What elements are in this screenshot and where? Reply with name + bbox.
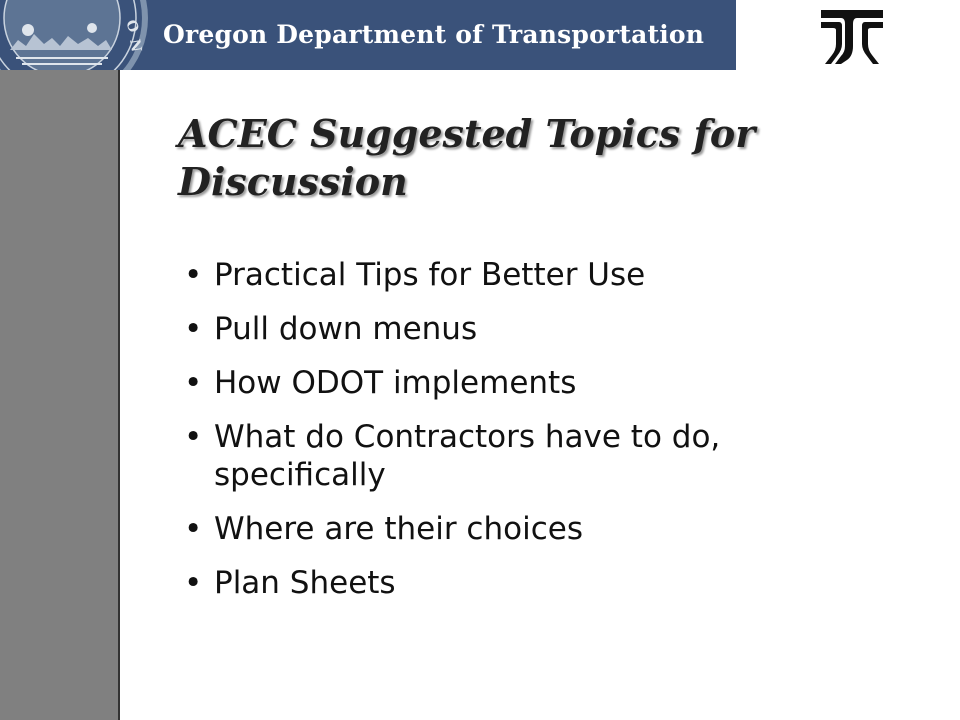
bullet-list (184, 256, 884, 618)
list-item: • Plan Sheets (184, 564, 884, 602)
left-sidebar (0, 70, 120, 720)
oregon-state-seal-icon (0, 0, 150, 70)
list-item: • What do Contractors have to do, specifically (184, 418, 884, 494)
list-item: • How ODOT implements (184, 364, 884, 402)
header-bar (0, 0, 736, 70)
list-item: • Pull down menus (184, 310, 884, 348)
header-title: Oregon Department of Transportation (163, 20, 705, 49)
svg-text:O: O (122, 17, 142, 35)
list-item: • Practical Tips for Better Use (184, 256, 884, 294)
odot-logo-icon (817, 6, 887, 66)
slide-title: ACEC Suggested Topics for Discussion (178, 111, 756, 204)
list-item: • Where are their choices (184, 510, 884, 548)
svg-text:N: N (126, 37, 145, 54)
